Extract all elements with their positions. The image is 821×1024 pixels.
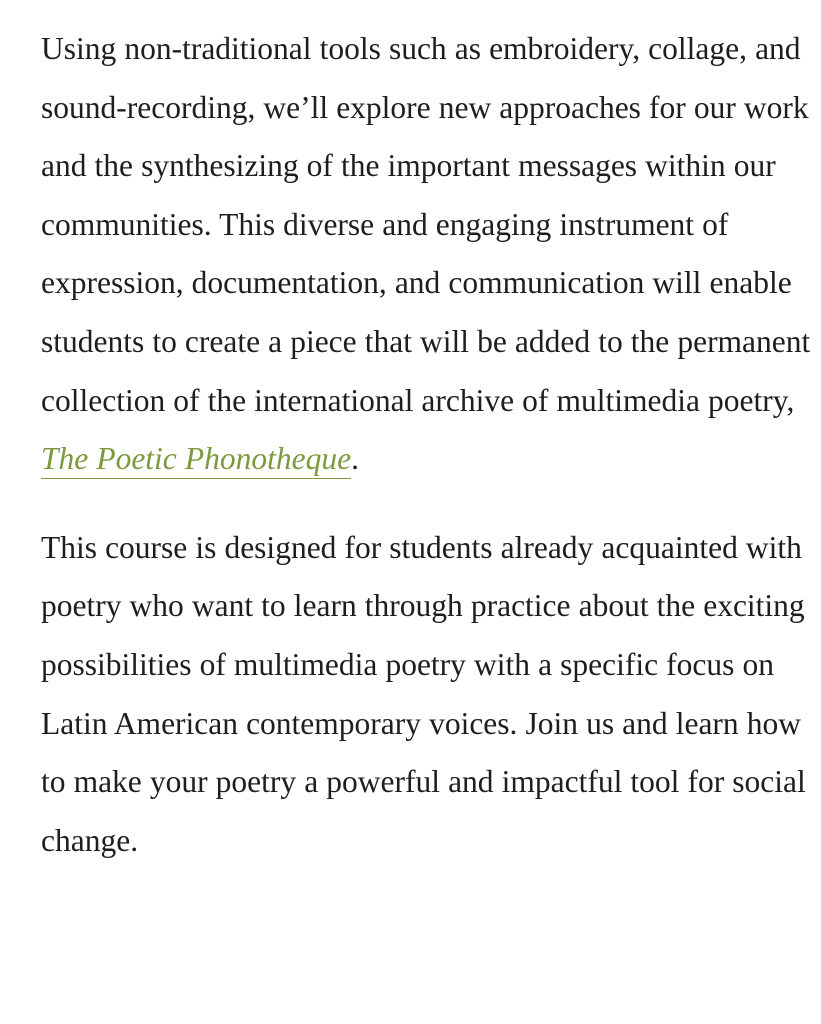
paragraph-tools-text: Using non-traditional tools such as embroidery, collage, and sound-recording, we’ll explore new approaches for our work and the synthesizing of the important messages within our communities. This diverse and engaging instrument of expression, documentation, and communication will enable students to create a piece that will be added to the permanent collection of the international archive of multimedia poetry,: [41, 31, 811, 418]
paragraph-tools-end: .: [351, 441, 359, 477]
article-body: [41, 20, 811, 900]
poetic-phonotheque-link[interactable]: The Poetic Phonotheque: [41, 441, 351, 479]
paragraph-tools: [41, 20, 811, 489]
paragraph-course: This course is designed for students already acquainted with poetry who want to learn through practice about the exciting possibilities of multimedia poetry with a specific focus on Latin American contemporary voices. Join us and learn how to make your poetry a powerful and impactful tool for social change.: [41, 529, 806, 858]
